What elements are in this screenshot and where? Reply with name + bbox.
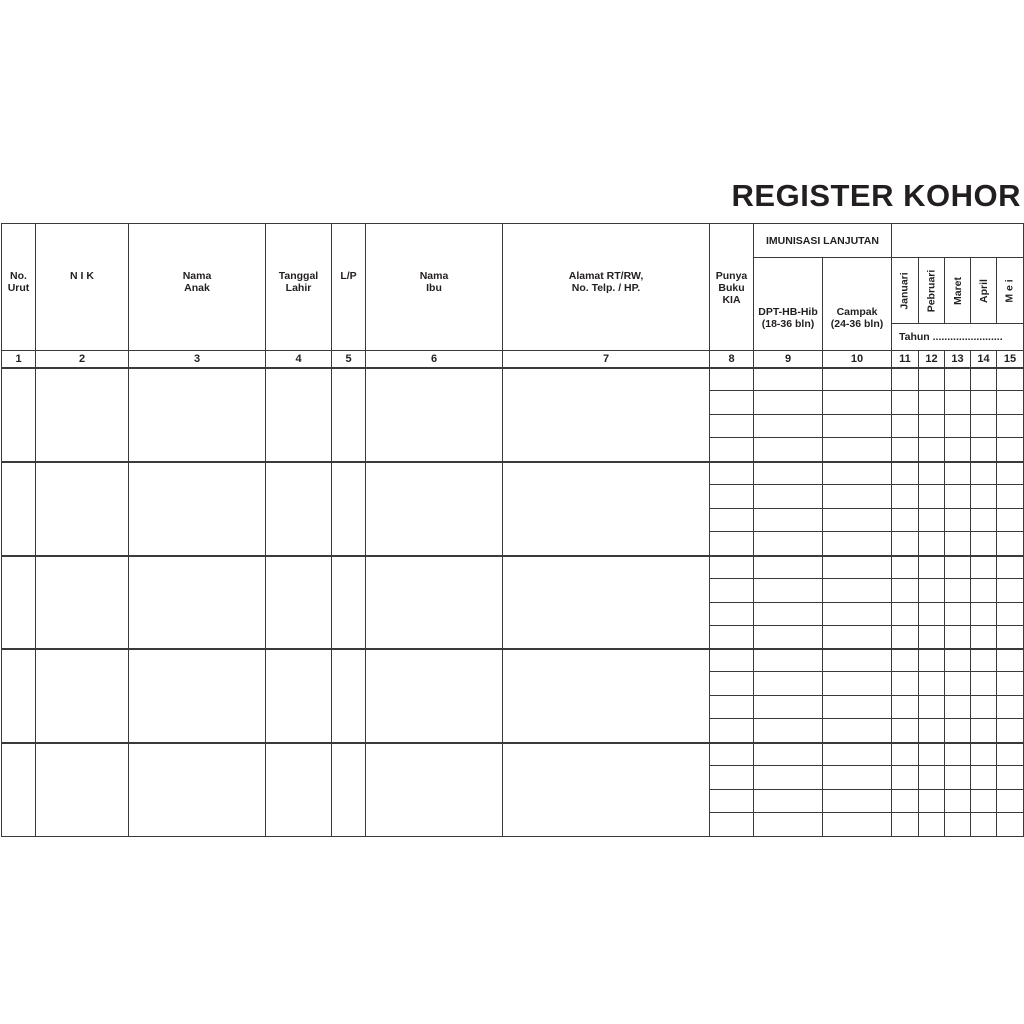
record-subcell[interactable] — [918, 555, 945, 579]
record-subcell[interactable] — [822, 437, 892, 462]
month-label: Pebruari — [925, 269, 938, 312]
record-subcell[interactable] — [918, 484, 945, 509]
record-subcell[interactable] — [822, 461, 892, 485]
record-subcell[interactable] — [891, 765, 919, 790]
record-cell[interactable] — [35, 742, 129, 837]
column-number: 14 — [970, 350, 997, 368]
column-number: 3 — [128, 350, 266, 368]
record-subcell[interactable] — [918, 695, 945, 719]
record-cell[interactable] — [35, 648, 129, 743]
record-subcell[interactable] — [891, 648, 919, 672]
record-subcell[interactable] — [709, 437, 754, 462]
month-label: Januari — [899, 271, 912, 310]
month-header — [891, 257, 919, 324]
record-cell[interactable] — [128, 742, 266, 837]
column-header: Nama Ibu — [365, 223, 503, 351]
record-subcell[interactable] — [891, 390, 919, 415]
record-cell[interactable] — [502, 742, 710, 837]
column-header: Nama Anak — [128, 223, 266, 351]
record-subcell[interactable] — [822, 765, 892, 790]
column-header: L/P — [331, 223, 366, 351]
record-subcell[interactable] — [996, 742, 1024, 766]
record-subcell[interactable] — [970, 367, 997, 391]
record-cell[interactable] — [502, 555, 710, 649]
record-subcell[interactable] — [709, 578, 754, 603]
record-cell[interactable] — [331, 648, 366, 743]
record-cell[interactable] — [365, 648, 503, 743]
record-cell[interactable] — [265, 555, 332, 649]
record-cell[interactable] — [128, 648, 266, 743]
record-subcell[interactable] — [918, 602, 945, 626]
record-cell[interactable] — [1, 555, 36, 649]
record-subcell[interactable] — [709, 765, 754, 790]
record-subcell[interactable] — [753, 508, 823, 532]
record-subcell[interactable] — [944, 555, 971, 579]
record-subcell[interactable] — [944, 414, 971, 438]
record-subcell[interactable] — [891, 484, 919, 509]
record-subcell[interactable] — [918, 742, 945, 766]
record-subcell[interactable] — [753, 695, 823, 719]
page-title: REGISTER KOHOR — [731, 178, 1021, 213]
record-subcell[interactable] — [996, 602, 1024, 626]
record-subcell[interactable] — [996, 718, 1024, 743]
record-subcell[interactable] — [822, 414, 892, 438]
month-label: April — [977, 278, 990, 303]
record-cell[interactable] — [365, 742, 503, 837]
record-subcell[interactable] — [996, 508, 1024, 532]
record-subcell[interactable] — [918, 531, 945, 556]
record-subcell[interactable] — [891, 789, 919, 813]
record-subcell[interactable] — [996, 695, 1024, 719]
record-subcell[interactable] — [970, 390, 997, 415]
column-number: 6 — [365, 350, 503, 368]
column-number: 1 — [1, 350, 36, 368]
record-subcell[interactable] — [822, 367, 892, 391]
record-subcell[interactable] — [996, 625, 1024, 650]
record-subcell[interactable] — [996, 390, 1024, 415]
record-subcell[interactable] — [709, 718, 754, 743]
record-subcell[interactable] — [944, 390, 971, 415]
record-subcell[interactable] — [944, 765, 971, 790]
record-subcell[interactable] — [970, 695, 997, 719]
record-subcell[interactable] — [709, 508, 754, 532]
record-subcell[interactable] — [753, 648, 823, 672]
record-subcell[interactable] — [970, 671, 997, 696]
record-subcell[interactable] — [996, 555, 1024, 579]
record-subcell[interactable] — [970, 812, 997, 837]
record-cell[interactable] — [265, 461, 332, 556]
record-subcell[interactable] — [822, 812, 892, 837]
record-subcell[interactable] — [822, 531, 892, 556]
record-subcell[interactable] — [891, 414, 919, 438]
record-subcell[interactable] — [970, 648, 997, 672]
column-number: 2 — [35, 350, 129, 368]
record-subcell[interactable] — [753, 437, 823, 462]
record-subcell[interactable] — [709, 390, 754, 415]
column-number: 8 — [709, 350, 754, 368]
record-subcell[interactable] — [996, 367, 1024, 391]
record-subcell[interactable] — [918, 765, 945, 790]
record-cell[interactable] — [35, 367, 129, 462]
record-subcell[interactable] — [753, 484, 823, 509]
record-cell[interactable] — [331, 461, 366, 556]
record-subcell[interactable] — [891, 367, 919, 391]
record-subcell[interactable] — [753, 812, 823, 837]
column-number: 7 — [502, 350, 710, 368]
record-subcell[interactable] — [891, 671, 919, 696]
record-subcell[interactable] — [753, 625, 823, 650]
record-subcell[interactable] — [753, 765, 823, 790]
record-subcell[interactable] — [753, 718, 823, 743]
record-subcell[interactable] — [996, 578, 1024, 603]
record-subcell[interactable] — [891, 508, 919, 532]
column-header-kia: Punya Buku KIA — [709, 223, 754, 351]
record-subcell[interactable] — [822, 625, 892, 650]
month-header — [970, 257, 997, 324]
record-subcell[interactable] — [709, 695, 754, 719]
record-subcell[interactable] — [970, 531, 997, 556]
record-subcell[interactable] — [822, 484, 892, 509]
record-subcell[interactable] — [970, 765, 997, 790]
record-subcell[interactable] — [970, 625, 997, 650]
record-subcell[interactable] — [996, 461, 1024, 485]
record-subcell[interactable] — [753, 367, 823, 391]
record-cell[interactable] — [365, 461, 503, 556]
record-cell[interactable] — [1, 367, 36, 462]
record-subcell[interactable] — [970, 484, 997, 509]
record-subcell[interactable] — [996, 648, 1024, 672]
record-cell[interactable] — [1, 648, 36, 743]
record-subcell[interactable] — [709, 648, 754, 672]
record-subcell[interactable] — [822, 742, 892, 766]
record-cell[interactable] — [1, 742, 36, 837]
record-subcell[interactable] — [970, 461, 997, 485]
record-cell[interactable] — [1, 461, 36, 556]
record-cell[interactable] — [502, 648, 710, 743]
column-header: Alamat RT/RW, No. Telp. / HP. — [502, 223, 710, 351]
record-subcell[interactable] — [709, 555, 754, 579]
record-subcell[interactable] — [753, 671, 823, 696]
record-cell[interactable] — [35, 555, 129, 649]
record-subcell[interactable] — [753, 555, 823, 579]
record-subcell[interactable] — [709, 602, 754, 626]
record-subcell[interactable] — [822, 648, 892, 672]
record-subcell[interactable] — [709, 742, 754, 766]
record-cell[interactable] — [265, 367, 332, 462]
imunisasi-header: DPT-HB-Hib (18-36 bln) — [753, 257, 823, 351]
record-subcell[interactable] — [970, 508, 997, 532]
record-subcell[interactable] — [944, 812, 971, 837]
record-subcell[interactable] — [996, 812, 1024, 837]
record-subcell[interactable] — [709, 625, 754, 650]
record-subcell[interactable] — [970, 789, 997, 813]
record-subcell[interactable] — [891, 812, 919, 837]
record-subcell[interactable] — [822, 695, 892, 719]
record-subcell[interactable] — [709, 531, 754, 556]
record-subcell[interactable] — [918, 625, 945, 650]
record-cell[interactable] — [35, 461, 129, 556]
record-subcell[interactable] — [944, 648, 971, 672]
record-subcell[interactable] — [891, 555, 919, 579]
record-subcell[interactable] — [996, 484, 1024, 509]
record-subcell[interactable] — [944, 531, 971, 556]
record-cell[interactable] — [128, 555, 266, 649]
record-subcell[interactable] — [944, 789, 971, 813]
record-subcell[interactable] — [944, 695, 971, 719]
record-cell[interactable] — [265, 742, 332, 837]
month-header — [996, 257, 1024, 324]
month-label: M e i — [1004, 278, 1016, 303]
record-subcell[interactable] — [996, 437, 1024, 462]
record-subcell[interactable] — [891, 578, 919, 603]
column-header: N I K — [35, 223, 129, 351]
record-subcell[interactable] — [996, 789, 1024, 813]
record-subcell[interactable] — [918, 437, 945, 462]
record-subcell[interactable] — [822, 602, 892, 626]
record-subcell[interactable] — [822, 718, 892, 743]
record-subcell[interactable] — [918, 671, 945, 696]
record-cell[interactable] — [365, 555, 503, 649]
record-subcell[interactable] — [709, 812, 754, 837]
record-subcell[interactable] — [822, 508, 892, 532]
column-header: Tanggal Lahir — [265, 223, 332, 351]
month-header — [918, 257, 945, 324]
record-subcell[interactable] — [970, 414, 997, 438]
record-subcell[interactable] — [996, 414, 1024, 438]
record-subcell[interactable] — [709, 461, 754, 485]
record-subcell[interactable] — [918, 648, 945, 672]
record-subcell[interactable] — [918, 414, 945, 438]
record-subcell[interactable] — [944, 367, 971, 391]
imunisasi-header: Campak (24-36 bln) — [822, 257, 892, 351]
record-subcell[interactable] — [891, 742, 919, 766]
record-subcell[interactable] — [970, 437, 997, 462]
record-subcell[interactable] — [996, 531, 1024, 556]
record-subcell[interactable] — [891, 461, 919, 485]
record-subcell[interactable] — [944, 718, 971, 743]
record-cell[interactable] — [502, 461, 710, 556]
record-subcell[interactable] — [918, 367, 945, 391]
column-number: 9 — [753, 350, 823, 368]
column-number: 12 — [918, 350, 945, 368]
record-subcell[interactable] — [822, 390, 892, 415]
record-cell[interactable] — [331, 742, 366, 837]
record-cell[interactable] — [128, 367, 266, 462]
record-subcell[interactable] — [944, 602, 971, 626]
record-subcell[interactable] — [944, 437, 971, 462]
record-subcell[interactable] — [709, 789, 754, 813]
record-cell[interactable] — [331, 555, 366, 649]
record-subcell[interactable] — [944, 671, 971, 696]
months-top-blank — [891, 223, 1024, 258]
record-subcell[interactable] — [944, 625, 971, 650]
record-subcell[interactable] — [822, 578, 892, 603]
column-number: 13 — [944, 350, 971, 368]
record-subcell[interactable] — [970, 718, 997, 743]
record-subcell[interactable] — [918, 461, 945, 485]
record-subcell[interactable] — [753, 461, 823, 485]
record-subcell[interactable] — [753, 742, 823, 766]
record-subcell[interactable] — [944, 508, 971, 532]
record-subcell[interactable] — [753, 602, 823, 626]
record-subcell[interactable] — [822, 555, 892, 579]
record-subcell[interactable] — [891, 437, 919, 462]
record-subcell[interactable] — [822, 671, 892, 696]
record-subcell[interactable] — [970, 555, 997, 579]
column-header: No. Urut — [1, 223, 36, 351]
record-subcell[interactable] — [753, 531, 823, 556]
record-subcell[interactable] — [753, 578, 823, 603]
record-subcell[interactable] — [891, 625, 919, 650]
column-number: 4 — [265, 350, 332, 368]
record-subcell[interactable] — [709, 414, 754, 438]
tahun-label: Tahun ........................ — [891, 323, 1024, 351]
column-number: 5 — [331, 350, 366, 368]
record-subcell[interactable] — [918, 812, 945, 837]
column-number: 10 — [822, 350, 892, 368]
record-subcell[interactable] — [996, 671, 1024, 696]
record-subcell[interactable] — [944, 578, 971, 603]
record-subcell[interactable] — [709, 367, 754, 391]
record-cell[interactable] — [331, 367, 366, 462]
record-subcell[interactable] — [944, 484, 971, 509]
record-cell[interactable] — [265, 648, 332, 743]
record-subcell[interactable] — [753, 789, 823, 813]
record-subcell[interactable] — [753, 414, 823, 438]
month-header — [944, 257, 971, 324]
record-subcell[interactable] — [918, 718, 945, 743]
record-subcell[interactable] — [918, 390, 945, 415]
imunisasi-group-header: IMUNISASI LANJUTAN — [753, 223, 892, 258]
record-subcell[interactable] — [891, 602, 919, 626]
record-subcell[interactable] — [822, 789, 892, 813]
record-subcell[interactable] — [970, 578, 997, 603]
month-label: Maret — [951, 276, 964, 305]
record-subcell[interactable] — [753, 390, 823, 415]
record-subcell[interactable] — [970, 742, 997, 766]
record-subcell[interactable] — [918, 789, 945, 813]
record-cell[interactable] — [502, 367, 710, 462]
record-subcell[interactable] — [709, 484, 754, 509]
record-subcell[interactable] — [970, 602, 997, 626]
record-subcell[interactable] — [891, 718, 919, 743]
record-subcell[interactable] — [944, 742, 971, 766]
record-subcell[interactable] — [891, 695, 919, 719]
record-subcell[interactable] — [709, 671, 754, 696]
column-number: 11 — [891, 350, 919, 368]
record-cell[interactable] — [128, 461, 266, 556]
column-number: 15 — [996, 350, 1024, 368]
record-subcell[interactable] — [944, 461, 971, 485]
record-subcell[interactable] — [918, 508, 945, 532]
record-cell[interactable] — [365, 367, 503, 462]
record-subcell[interactable] — [918, 578, 945, 603]
record-subcell[interactable] — [996, 765, 1024, 790]
record-subcell[interactable] — [891, 531, 919, 556]
